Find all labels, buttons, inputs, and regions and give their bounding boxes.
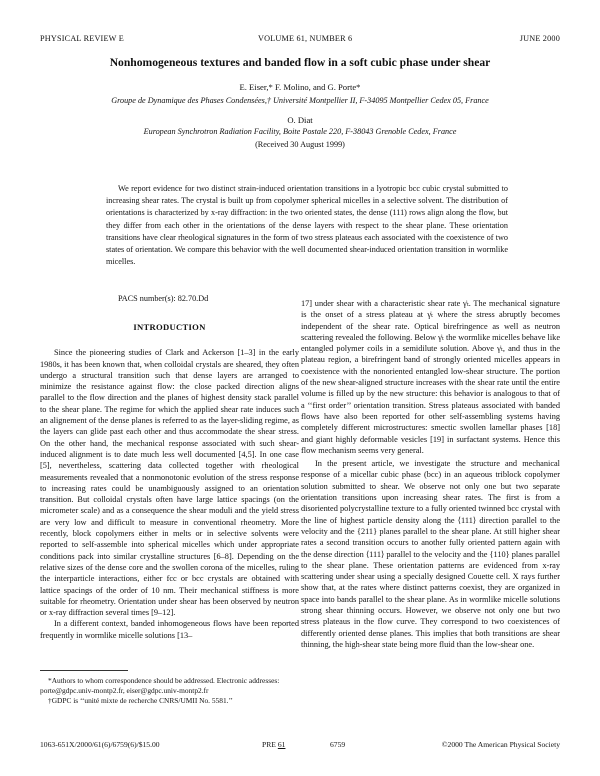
pre-journal: PRE <box>262 740 276 749</box>
footnote-rule <box>40 670 128 671</box>
article-code: 1063-651X/2000/61(6)/6759(6)/$15.00 <box>40 740 160 749</box>
volume-number: VOLUME 61, NUMBER 6 <box>258 34 353 43</box>
pre-label <box>262 740 285 749</box>
abstract: We report evidence for two distinct strain-induced orientation transitions in a lyotropic bcc cubic crystal submitted to increasing shear rates. The crystal is built up from copolymer spherical micelles in a selective solvent. The distribution of orientations is characterized by x-ray diffraction: in the two oriented states, the dense (111) rows align along the flow, but they differ from each other in the orientations of the dense layers with respect to the shear plane. These orientation transitions have clear rheological signatures in the form of two stress plateaus each associated with the coexistence of two states of orientation. We compare this behavior with the well documented shear-induced orientation transition in wormlike micelles. <box>106 184 508 267</box>
affiliation-primary: Groupe de Dynamique des Phases Condensées,† Université Montpellier II, F-34095 Montpellier Cedex 05, France <box>111 96 489 105</box>
page-footer <box>40 740 560 752</box>
pacs-numbers: PACS number(s): 82.70.Dd <box>118 294 209 303</box>
copyright: ©2000 The American Physical Society <box>441 740 560 749</box>
footnotes <box>40 676 299 707</box>
author-list: E. Eiser,* F. Molino, and G. Porte* <box>239 82 361 92</box>
author-secondary: O. Diat <box>287 115 313 125</box>
received-date: (Received 30 August 1999) <box>255 140 345 149</box>
pre-volume: 61 <box>277 740 286 749</box>
footnote-correspondence: *Authors to whom correspondence should be addressed. Electronic addresses: porte@gdpc.univ-montp2.fr, eiser@gdpc.univ-montp2.fr <box>40 676 280 696</box>
journal-name: PHYSICAL REVIEW E <box>40 34 124 43</box>
issue-date: JUNE 2000 <box>519 34 560 43</box>
page-number: 6759 <box>330 740 346 749</box>
paragraph: In the present article, we investigate the structure and mechanical response of a micellar cubic phase (bcc) in an aqueous triblock copolymer solution submitted to shear. We observe not only one but two separate orientation transitions upon increasing shear rates. The first is from a disoriented polycrystalline texture to a fully oriented twinned bcc crystal with the line of highest particle density along the ⟨111⟩ direction parallel to the velocity and the {211} planes parallel to the shear plane. At still higher shear rates a second transition occurs to another fully oriented pattern again with the dense direction ⟨111⟩ parallel to the velocity and the {110} planes parallel to the shear plane. These orientation patterns are evidenced from x-ray scattering under shear using a specially designed Couette cell. X rays further show that, at the rates where distinct patterns coexist, they are organized in space into bands parallel to the shear plane. As in wormlike micelle solutions strong shear thinning occurs. However, we observe not only one but two stress plateaus in the flow curve. They correspond to two coexistences of differently oriented dense planes. This implies that both transitions are shear thinning, the high-shear state being more fluid than the low-shear one. <box>301 459 560 649</box>
section-heading-introduction: INTRODUCTION <box>133 322 206 332</box>
affiliation-secondary: European Synchrotron Radiation Facility, Boite Postale 220, F-38043 Grenoble Cedex, France <box>143 127 457 136</box>
paragraph: Since the pioneering studies of Clark and Ackerson [1–3] in the early 1980s, it has been known that, when colloidal crystals are sheared, they often undergo a structural transition such that dense layers are arranged to minimize the resistance against flow: the close packed direction aligns parallel to the flow direction and the planes of highest density stack parallel to the shear plane. The regime for which the applied shear rate induces such an alignement of the dense planes is referred to as the layer-sliding regime, as the layers can glide past each other and thus accommodate the shear stress. On the other hand, the mechanical response associated with such shear-induced alignment is to date much less well documented [4,5]. In one case [5], nevertheless, scattering data collected together with rheological measurements revealed that a nonmonotonic evolution of the stress response to increasing rates could be unambiguously assigned to an orientation transition. But colloidal crystals often have large lattice spacings (on the micrometer scale) and as a consequence the shear moduli and the yield stress are very low and difficult to measure in conventional rheometry. More recently, block copolymers either in melts or in selective solvents were reported to self-assemble into spherical micelles which under appropriate conditions pack into similar crystalline structures [6–8]. Depending on the relative sizes of the dense core and the swollen corona of the micelles, ruling the interparticle interactions, either fcc or bcc crystals are obtained with lattice spacings of the order of 10 nm. Their mechanical stiffness is more suitable for rheometry. Orientation under shear has been observed by neutron or x-ray diffraction several times [9–12]. <box>40 348 299 618</box>
footnote-gdpc: †GDPC is ‘‘unité mixte de recherche CNRS/UMII No. 5581.’’ <box>48 696 233 706</box>
right-column <box>301 298 560 650</box>
paper-title: Nonhomogeneous textures and banded flow in a soft cubic phase under shear <box>109 56 491 69</box>
paragraph: In a different context, banded inhomogeneous flows have been reported frequently in wormlike micelle solutions [13– <box>40 619 299 640</box>
running-header <box>40 34 560 46</box>
left-column <box>40 322 299 641</box>
paragraph: 17] under shear with a characteristic shear rate γ̇ₜ. The mechanical signature is the onset of a stress plateau at γ̇ₜ where the stress abruptly becomes independent of the shear rate. Optical birefringence as well as neutron scattering revealed the following. Below γ̇ₜ the wormlike micelles behave like entangled polymer coils in a semidilute solution. Above γ̇ₜ, and thus in the plateau region, a birefringent band of strongly oriented micelles appears in coexistence with the nonoriented entangled low-shear structure. The portion of the new shear-aligned structure increases with the shear rate until the entire volume is filled up by the new structure: this behavior is analogous to that of a ‘‘first order’’ orientation transition. Stress plateaus associated with banded flows have also been reported for other self-assembling systems having completely different microstructures: smectic swollen lamellar phases [18] and giant highly deformable vesicles [19] in surfactant systems. Hence this flow mechanism seems very general. <box>301 299 560 455</box>
